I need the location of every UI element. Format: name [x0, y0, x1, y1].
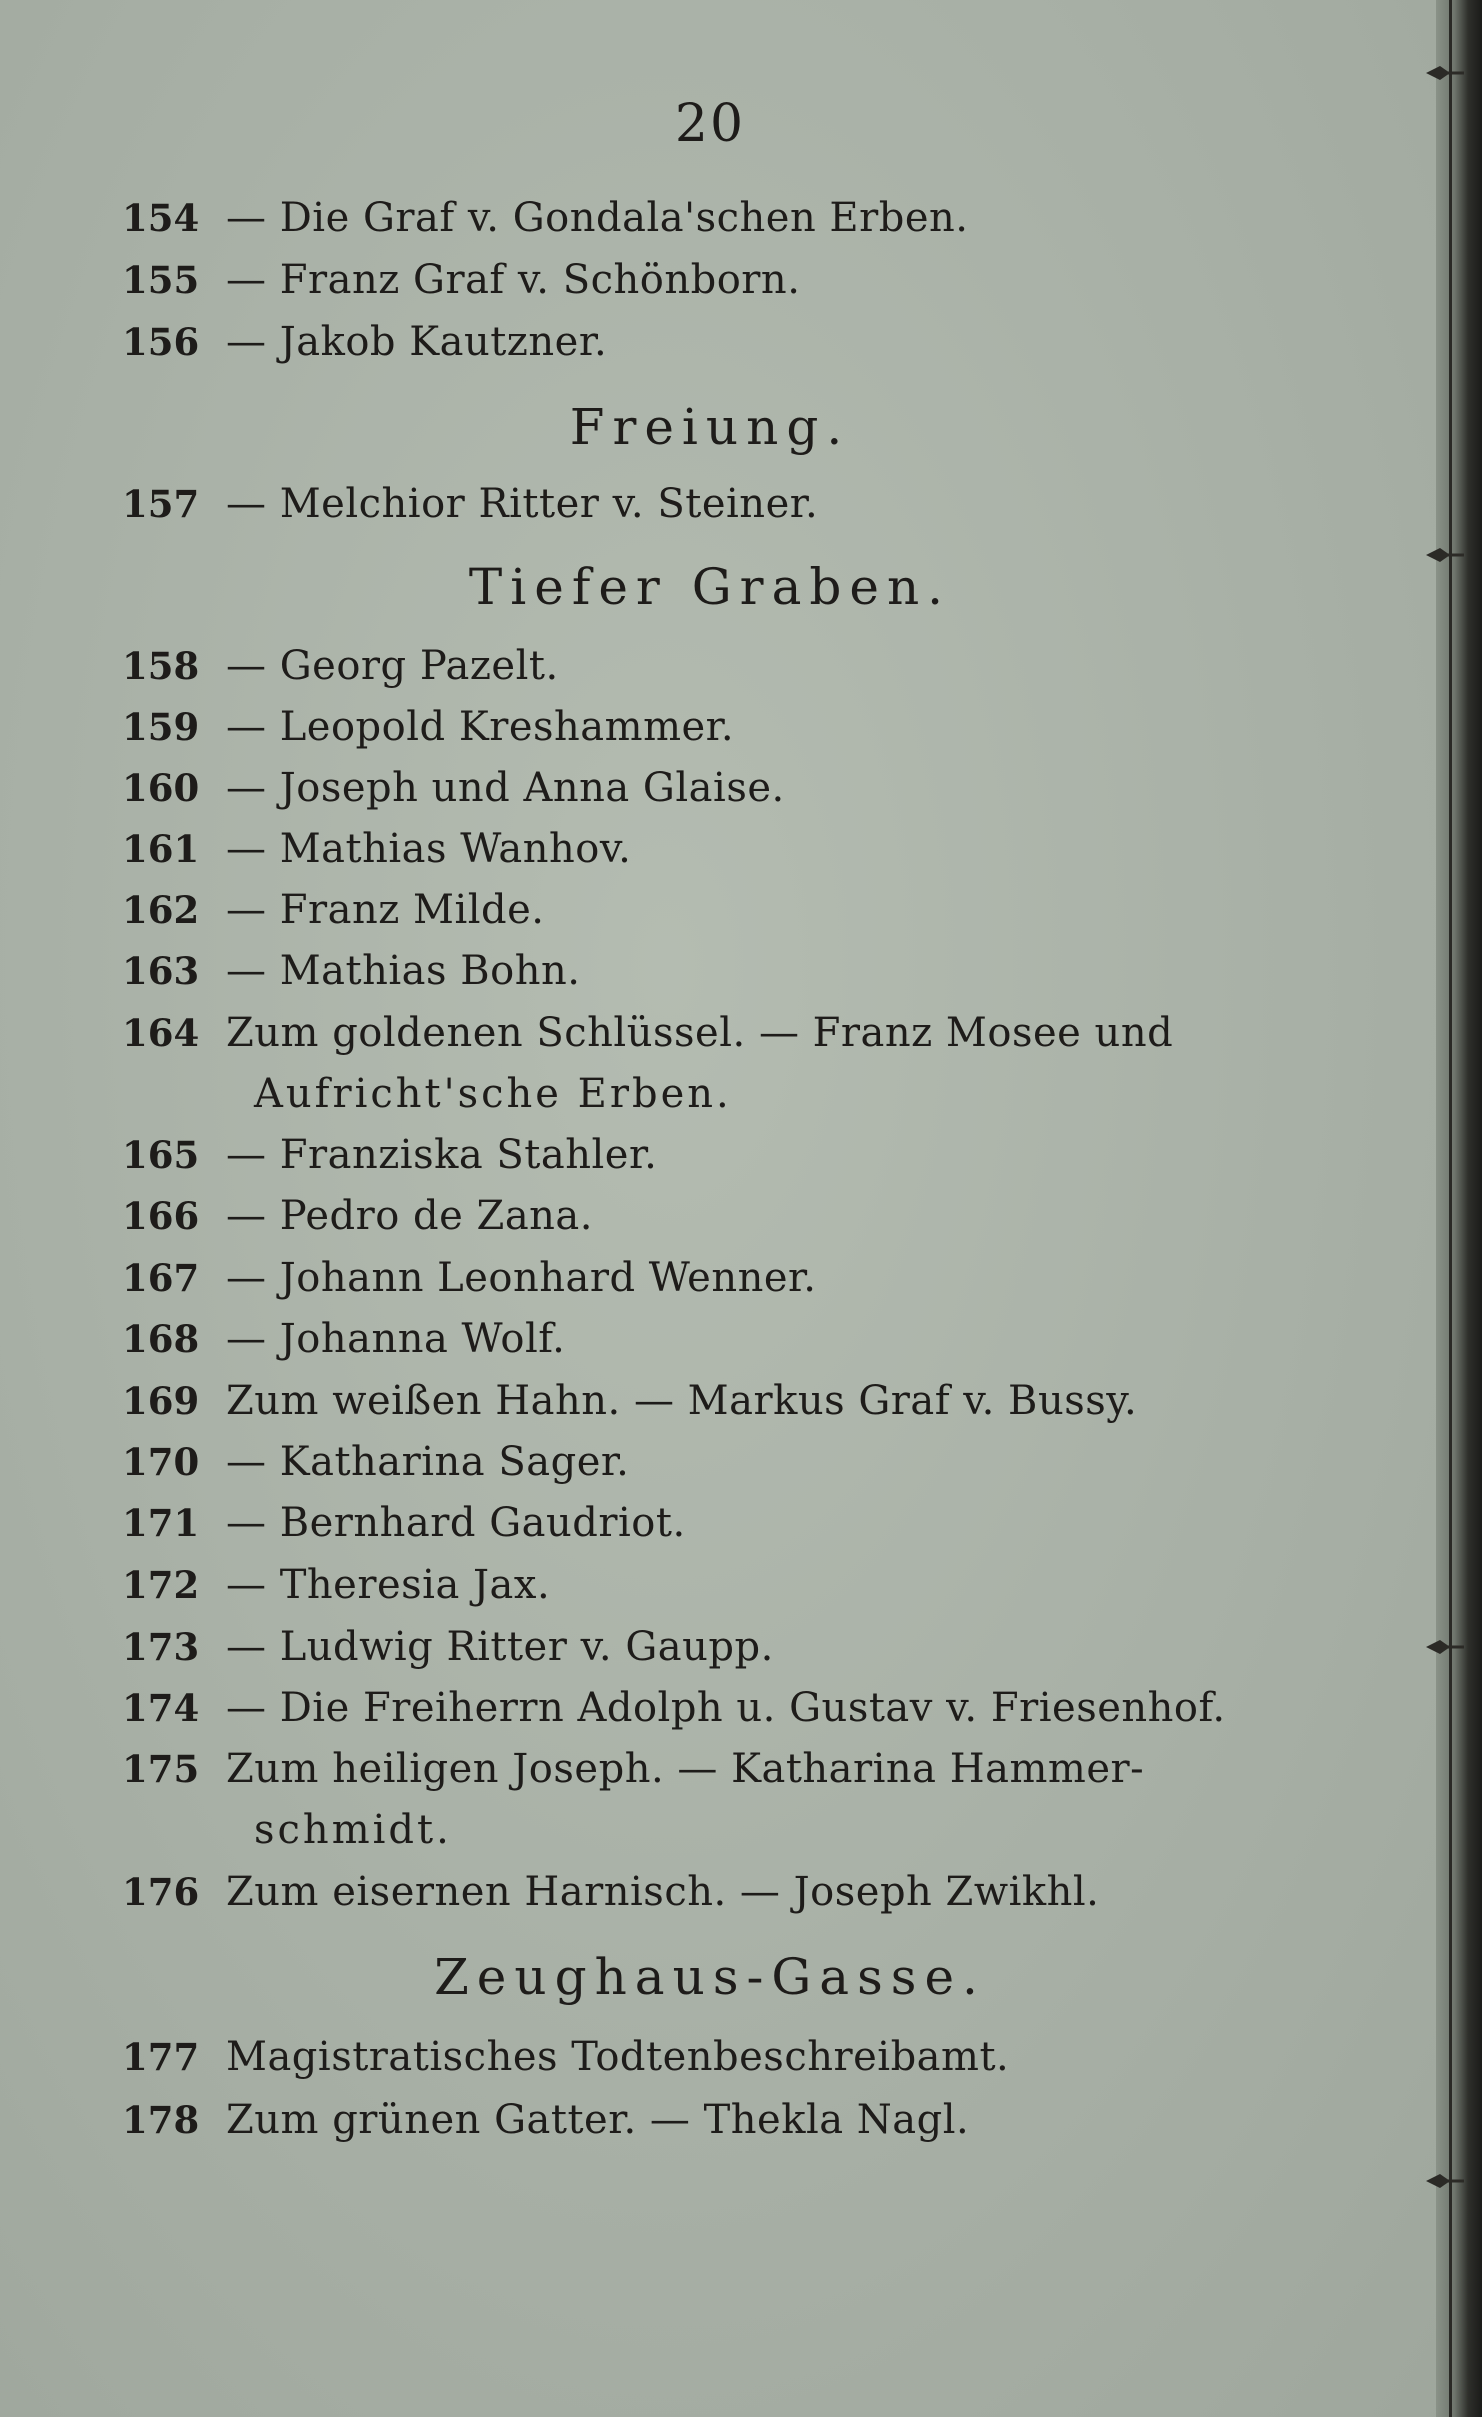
entry-text: — Theresia Jax.: [226, 1562, 551, 1608]
entry-number: 155: [122, 258, 200, 302]
entry-text: — Joseph und Anna Glaise.: [226, 765, 785, 811]
entry-text: — Die Freiherrn Adolph u. Gustav v. Friesenhof.: [226, 1685, 1226, 1731]
entry-text: Magistratisches Todtenbeschreibamt.: [226, 2034, 1010, 2080]
entry-number: 162: [122, 888, 200, 932]
entry-number: 160: [122, 766, 200, 810]
entry-text: — Melchior Ritter v. Steiner.: [226, 481, 819, 527]
entry-number: 167: [122, 1256, 200, 1300]
section-heading: Zeughaus-Gasse.: [434, 1948, 986, 2006]
binding-stitch-icon: [1424, 62, 1464, 84]
section-heading: Tiefer Graben.: [468, 558, 952, 616]
entry-line: [122, 1617, 1302, 1677]
entry-line: [122, 1309, 1302, 1369]
entry-line: [122, 188, 1302, 248]
entry-number: 158: [122, 644, 200, 688]
entry-line: [122, 758, 1302, 818]
entry-text: — Jakob Kautzner.: [226, 319, 608, 365]
entry-line: [122, 1493, 1302, 1553]
entry-number: 164: [122, 1011, 200, 1055]
entry-text: — Die Graf v. Gondala'schen Erben.: [226, 195, 969, 241]
entry-text: — Franz Milde.: [226, 887, 545, 933]
entry-line: [122, 697, 1302, 757]
entry-number: 163: [122, 949, 200, 993]
section-heading: Freiung.: [569, 398, 851, 456]
entry-number: 175: [122, 1747, 200, 1791]
entry-line: [122, 2027, 1302, 2087]
entry-text: — Mathias Bohn.: [226, 948, 581, 994]
entry-text: Zum weißen Hahn. — Markus Graf v. Bussy.: [226, 1378, 1138, 1424]
book-spine: [1436, 0, 1482, 2417]
entry-text: Zum goldenen Schlüssel. — Franz Mosee und: [226, 1010, 1174, 1056]
entry-line: [122, 312, 1302, 372]
entry-number: 176: [122, 1870, 200, 1914]
entry-number: 159: [122, 705, 200, 749]
entry-line: [122, 1432, 1302, 1492]
entry-text: Zum heiligen Joseph. — Katharina Hammer-: [226, 1746, 1145, 1792]
entry-text: — Mathias Wanhov.: [226, 826, 632, 872]
entry-text: — Franziska Stahler.: [226, 1132, 658, 1178]
entry-number: 156: [122, 320, 200, 364]
binding-stitch-icon: [1424, 1636, 1464, 1658]
entry-line: [122, 1248, 1302, 1308]
entry-number: 168: [122, 1317, 200, 1361]
entry-text: — Johanna Wolf.: [226, 1316, 566, 1362]
entry-number: 166: [122, 1194, 200, 1238]
entry-text: — Bernhard Gaudriot.: [226, 1500, 686, 1546]
entry-number: 174: [122, 1686, 200, 1730]
entry-number: 178: [122, 2098, 200, 2142]
entry-line: [122, 2090, 1302, 2150]
entry-line: [122, 1555, 1302, 1615]
entry-text: — Leopold Kreshammer.: [226, 704, 735, 750]
entry-number: 161: [122, 827, 200, 871]
entry-line: [122, 250, 1302, 310]
entry-continuation: schmidt.: [254, 1807, 452, 1853]
entry-text: — Katharina Sager.: [226, 1439, 630, 1485]
entry-text: — Pedro de Zana.: [226, 1193, 593, 1239]
entry-line: [122, 941, 1302, 1001]
entry-line: [122, 1186, 1302, 1246]
entry-number: 172: [122, 1563, 200, 1607]
entry-line: [122, 636, 1302, 696]
entry-text: — Ludwig Ritter v. Gaupp.: [226, 1624, 774, 1670]
entry-line: [122, 1862, 1302, 1922]
binding-stitch-icon: [1424, 2170, 1464, 2192]
entry-text: — Franz Graf v. Schönborn.: [226, 257, 801, 303]
entry-number: 169: [122, 1379, 200, 1423]
entry-text: Zum eisernen Harnisch. — Joseph Zwikhl.: [226, 1869, 1100, 1915]
entry-number: 170: [122, 1440, 200, 1484]
entry-line: [122, 880, 1302, 940]
entry-text: — Johann Leonhard Wenner.: [226, 1255, 817, 1301]
entry-line: [122, 474, 1302, 534]
entry-number: 154: [122, 196, 200, 240]
entry-line: [122, 1739, 1302, 1799]
entry-number: 157: [122, 482, 200, 526]
entry-line: [122, 1003, 1302, 1063]
page-number: 20: [674, 94, 746, 154]
entry-line: [122, 1125, 1302, 1185]
entry-line: [122, 819, 1302, 879]
entry-number: 177: [122, 2035, 200, 2079]
entry-line: [122, 1678, 1302, 1738]
entry-number: 173: [122, 1625, 200, 1669]
entry-text: Zum grünen Gatter. — Thekla Nagl.: [226, 2097, 970, 2143]
entry-number: 171: [122, 1501, 200, 1545]
binding-stitch-icon: [1424, 544, 1464, 566]
entry-number: 165: [122, 1133, 200, 1177]
entry-continuation: Aufricht'sche Erben.: [254, 1071, 732, 1117]
entry-line: [122, 1371, 1302, 1431]
spine-binding-line: [1449, 0, 1452, 2417]
entry-text: — Georg Pazelt.: [226, 643, 559, 689]
